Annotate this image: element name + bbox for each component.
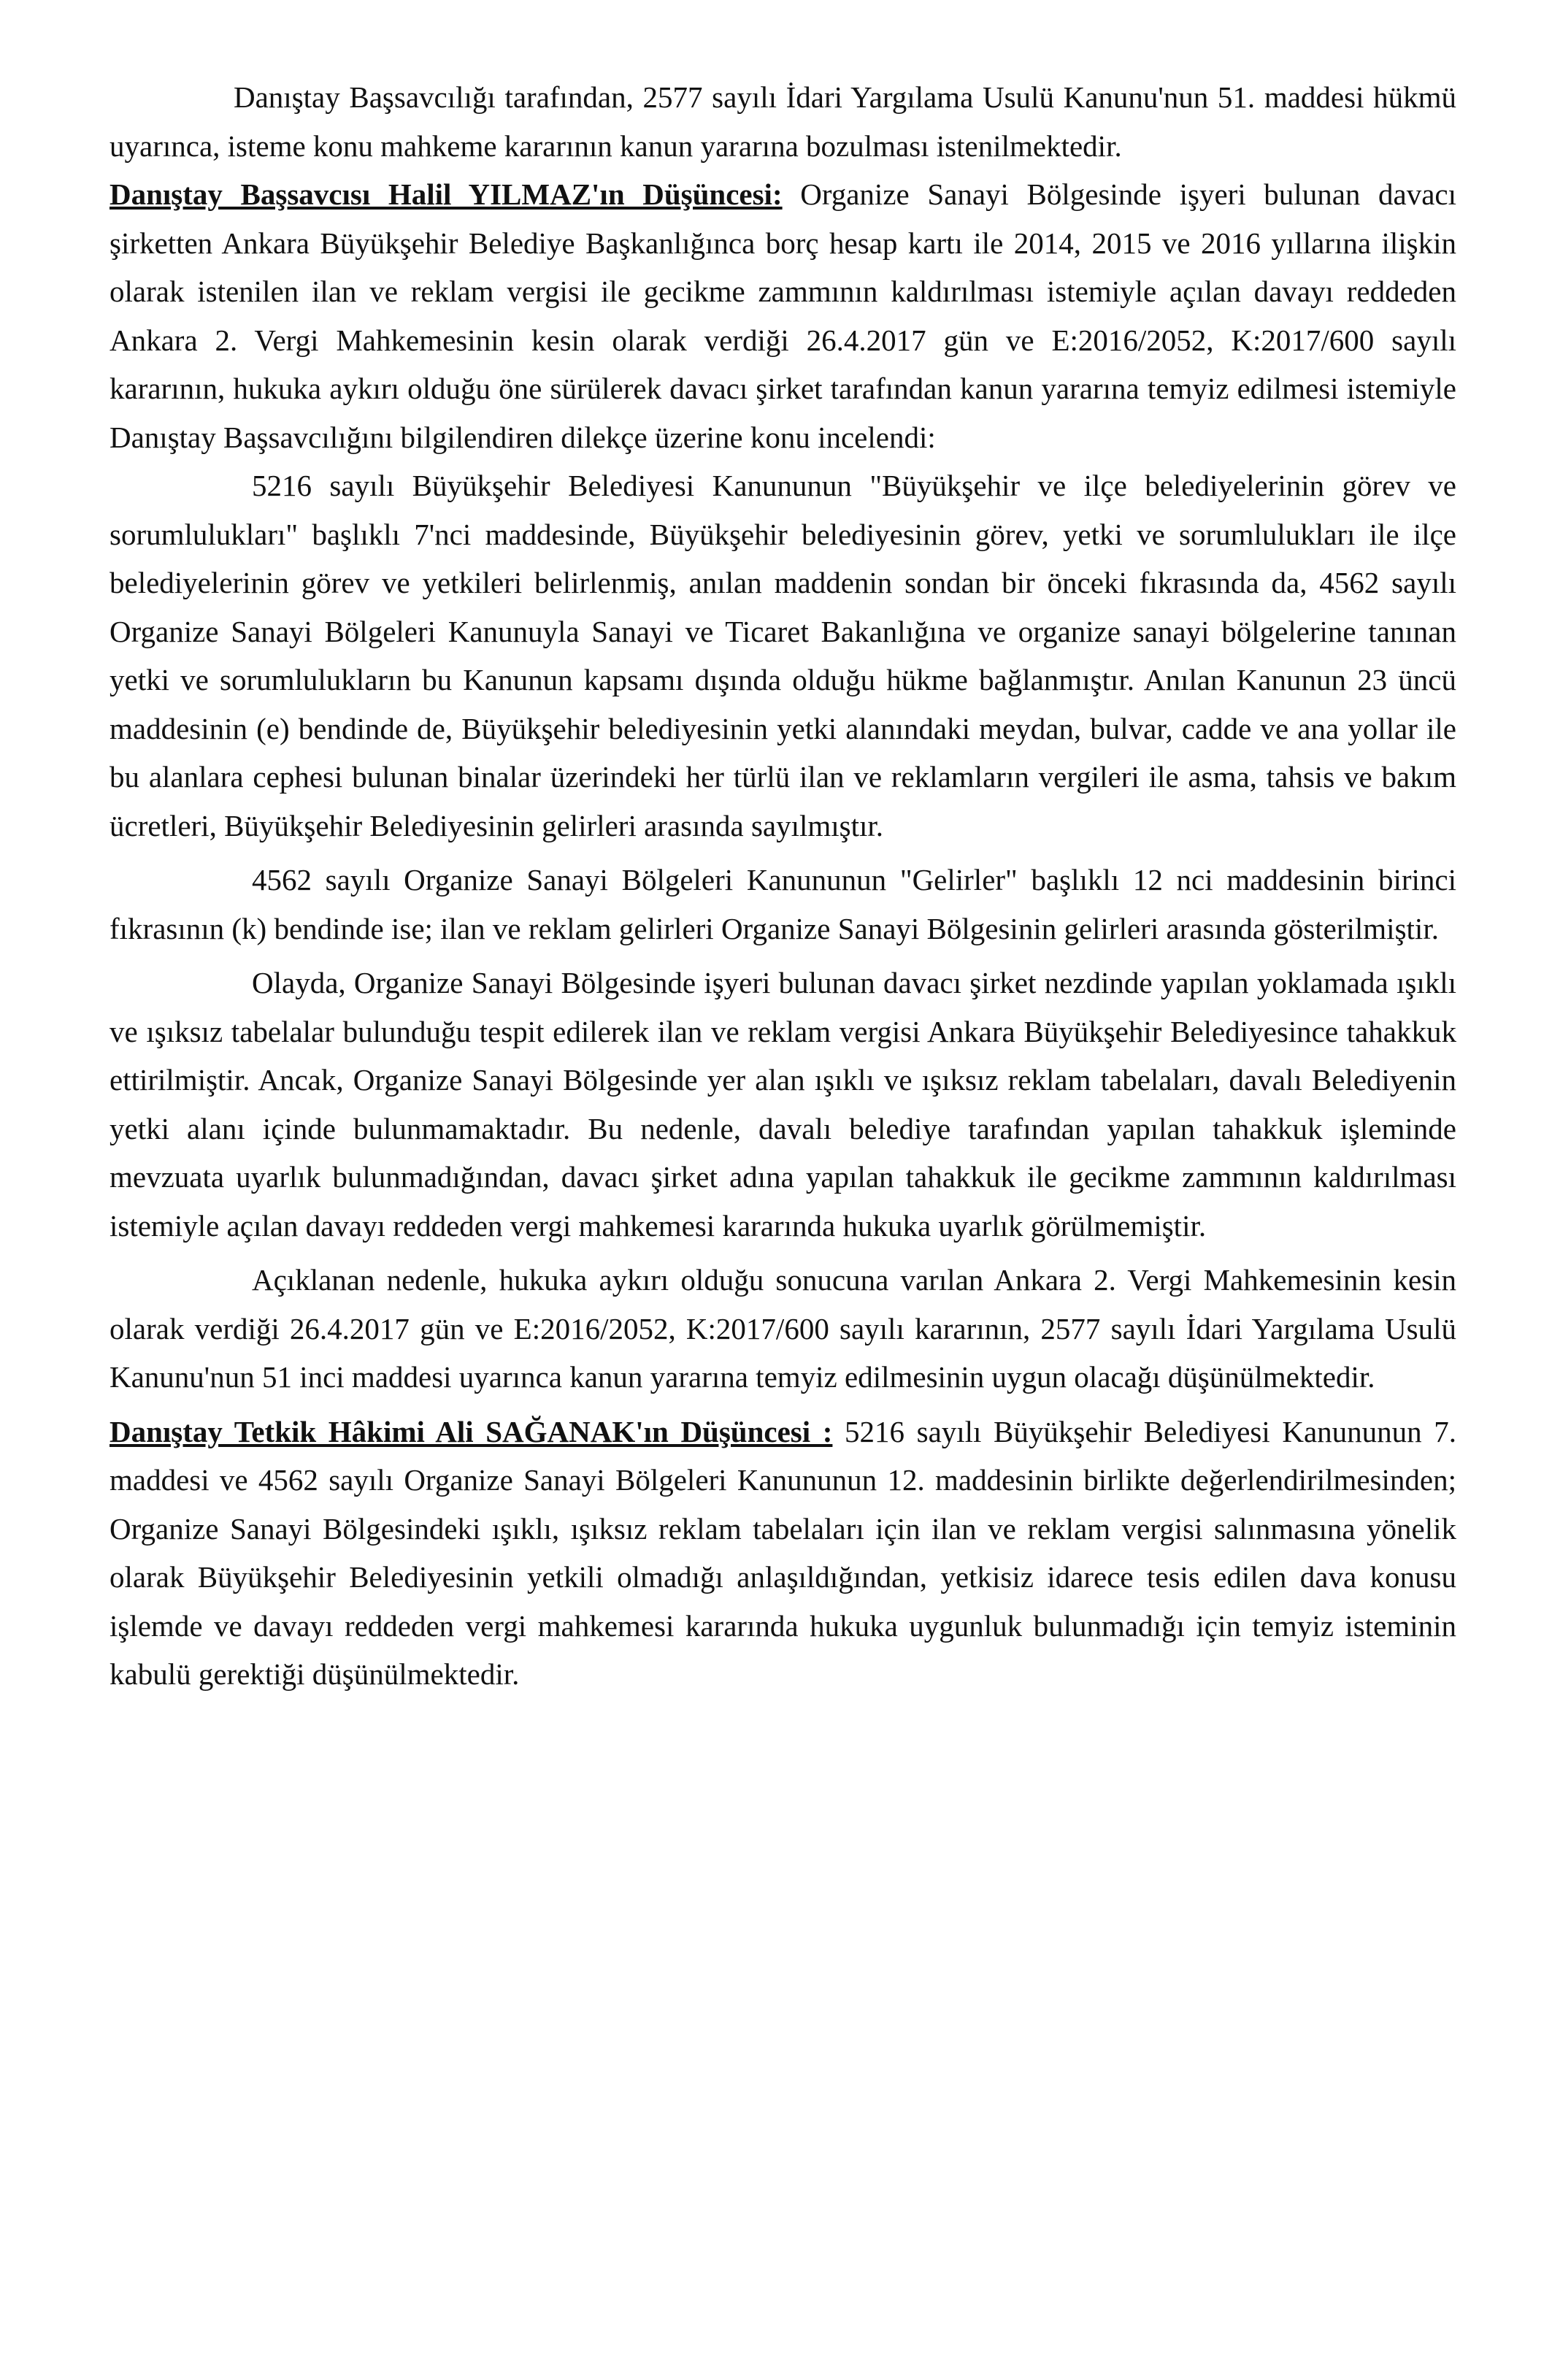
prosecutor-opinion-text: Organize Sanayi Bölgesinde işyeri bulunan davacı şirketten Ankara Büyükşehir Belediye Başkanlığınca borç hesap kartı ile 2014, 2015 ve 2016 yıllarına ilişkin olarak istenilen ilan ve reklam vergisi ile gecikme zammının kaldırılması istemiyle açılan davayı reddeden Ankara 2. Vergi Mahkemesinin kesin olarak verdiği 26.4.2017 gün ve E:2016/2052, K:2017/600 sayılı kararının, hukuka aykırı olduğu öne sürülerek davacı şirket tarafından kanun yararına temyiz edilmesi istemiyle Danıştay Başsavcılığını bilgilendiren dilekçe üzerine konu incelendi: — [110, 177, 1456, 454]
judge-opinion-text: 5216 sayılı Büyükşehir Belediyesi Kanununun 7. maddesi ve 4562 sayılı Organize Sanayi Bölgeleri Kanununun 12. maddesinin birlikte değerlendirilmesinden; Organize Sanayi Bölgesindeki ışıklı, ışıksız reklam tabelaları için ilan ve reklam vergisi salınmasına yönelik olarak Büyükşehir Belediyesinin yetkili olmadığı anlaşıldığından, yetkisiz idarece tesis edilen dava konusu işlemde ve davayı reddeden vergi mahkemesi kararında hukuka uygunluk bulunmadığı için temyiz isteminin kabulü gerektiği düşünülmektedir. — [110, 1414, 1456, 1691]
prosecutor-opinion-paragraph — [110, 170, 1456, 461]
judge-opinion-paragraph — [110, 1408, 1456, 1699]
intro-paragraph: Danıştay Başsavcılığı tarafından, 2577 sayılı İdari Yargılama Usulü Kanunu'nun 51. maddesi hükmü uyarınca, isteme konu mahkeme kararının kanun yararına bozulması istenilmektedir. — [110, 80, 1456, 163]
prosecutor-opinion-heading: Danıştay Başsavcısı Halil YILMAZ'ın Düşüncesi: — [110, 177, 783, 211]
conclusion-paragraph: Açıklanan nedenle, hukuka aykırı olduğu sonucuna varılan Ankara 2. Vergi Mahkemesinin kesin olarak verdiği 26.4.2017 gün ve E:2016/2052, K:2017/600 sayılı kararının, 2577 sayılı İdari Yargılama Usulü Kanunu'nun 51 inci maddesi uyarınca kanun yararına temyiz edilmesinin uygun olacağı düşünülmektedir. — [110, 1263, 1456, 1394]
document-page — [110, 73, 1456, 1699]
law-5216-paragraph: 5216 sayılı Büyükşehir Belediyesi Kanununun "Büyükşehir ve ilçe belediyelerinin görev ve sorumlulukları" başlıklı 7'nci maddesinde, Büyükşehir belediyesinin görev, yetki ve sorumlulukları ile ilçe belediyelerinin görev ve yetkileri belirlenmiş, anılan maddenin sondan bir önceki fıkrasında da, 4562 sayılı Organize Sanayi Bölgeleri Kanunuyla Sanayi ve Ticaret Bakanlığına ve organize sanayi bölgelerine tanınan yetki ve sorumlulukların bu Kanunun kapsamı dışında olduğu hükme bağlanmıştır. Anılan Kanunun 23 üncü maddesinin (e) bendinde de, Büyükşehir belediyesinin yetki alanındaki meydan, bulvar, cadde ve ana yollar ile bu alanlara cephesi bulunan binalar üzerindeki her türlü ilan ve reklamların vergileri ile asma, tahsis ve bakım ücretleri, Büyükşehir Belediyesinin gelirleri arasında sayılmıştır. — [110, 469, 1456, 842]
case-facts-paragraph: Olayda, Organize Sanayi Bölgesinde işyeri bulunan davacı şirket nezdinde yapılan yoklamada ışıklı ve ışıksız tabelalar bulunduğu tespit edilerek ilan ve reklam vergisi Ankara Büyükşehir Belediyesince tahakkuk ettirilmiştir. Ancak, Organize Sanayi Bölgesinde yer alan ışıklı ve ışıksız reklam tabelaları, davalı Belediyenin yetki alanı içinde bulunmamaktadır. Bu nedenle, davalı belediye tarafından yapılan tahakkuk işleminde mevzuata uyarlık bulunmadığından, davacı şirket adına yapılan tahakkuk ile gecikme zammının kaldırılması istemiyle açılan davayı reddeden vergi mahkemesi kararında hukuka uyarlık görülmemiştir. — [110, 966, 1456, 1243]
law-4562-paragraph: 4562 sayılı Organize Sanayi Bölgeleri Kanununun "Gelirler" başlıklı 12 nci maddesinin birinci fıkrasının (k) bendinde ise; ilan ve reklam gelirleri Organize Sanayi Bölgesinin gelirleri arasında gösterilmiştir. — [110, 863, 1456, 945]
judge-opinion-heading: Danıştay Tetkik Hâkimi Ali SAĞANAK'ın Düşüncesi : — [110, 1414, 833, 1448]
